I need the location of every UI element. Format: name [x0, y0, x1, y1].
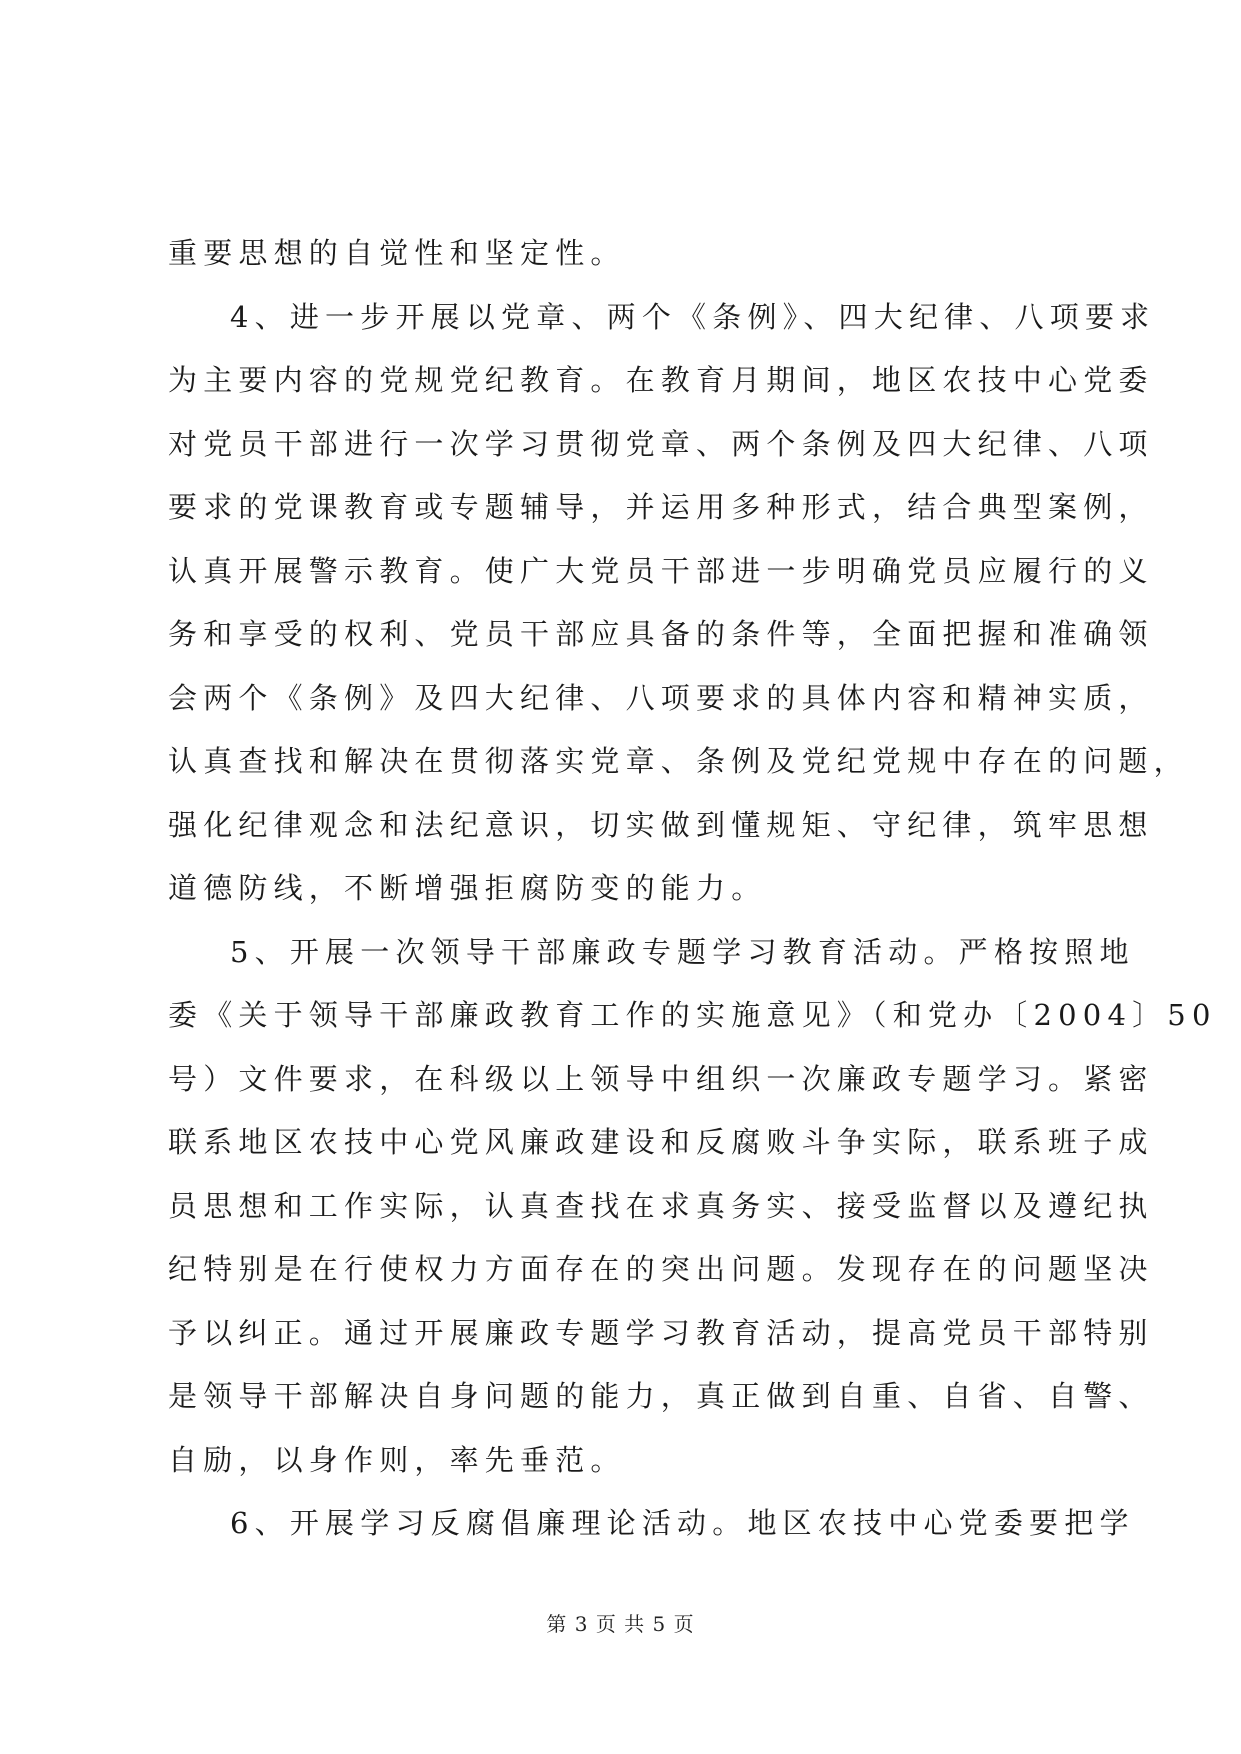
paragraph-6-start: 6、开展学习反腐倡廉理论活动。地区农技中心党委要把学: [230, 1506, 1135, 1540]
paragraph-4-start: 4、进一步开展以党章、两个《条例》、四大纪律、八项要求: [230, 299, 1156, 334]
text-line: 为主要内容的党规党纪教育。在教育月期间，地区农技中心党委: [168, 363, 1154, 397]
text-line: 纪特别是在行使权力方面存在的突出问题。发现存在的问题坚决: [168, 1252, 1154, 1286]
text-line: 要求的党课教育或专题辅导，并运用多种形式，结合典型案例，: [168, 490, 1154, 524]
text-line: 号）文件要求，在科级以上领导中组织一次廉政专题学习。紧密: [168, 1061, 1154, 1096]
document-body: [168, 222, 1217, 1556]
text-line: 自励，以身作则，率先垂范。: [168, 1442, 626, 1477]
text-line: 联系地区农技中心党风廉政建设和反腐败斗争实际，联系班子成: [168, 1125, 1154, 1159]
text-line: 予以纠正。通过开展廉政专题学习教育活动，提高党员干部特别: [168, 1315, 1154, 1350]
text-line: 员思想和工作实际，认真查找在求真务实、接受监督以及遵纪执: [168, 1188, 1154, 1223]
page-footer: 第 3 页 共 5 页: [546, 1612, 695, 1636]
paragraph-5-start: 5、开展一次领导干部廉政专题学习教育活动。严格按照地: [230, 934, 1135, 969]
text-line: 强化纪律观念和法纪意识，切实做到懂规矩、守纪律，筑牢思想: [168, 807, 1154, 842]
text-line: 务和享受的权利、党员干部应具备的条件等，全面把握和准确领: [168, 617, 1154, 651]
text-line: 委《关于领导干部廉政教育工作的实施意见》（和党办〔2004〕50: [168, 998, 1217, 1032]
text-line: 会两个《条例》及四大纪律、八项要求的具体内容和精神实质，: [168, 680, 1154, 715]
text-line: 认真查找和解决在贯彻落实党章、条例及党纪党规中存在的问题，: [168, 744, 1189, 778]
text-line: 对党员干部进行一次学习贯彻党章、两个条例及四大纪律、八项: [168, 426, 1154, 461]
text-line: 认真开展警示教育。使广大党员干部进一步明确党员应履行的义: [168, 553, 1154, 588]
text-line: 是领导干部解决自身问题的能力，真正做到自重、自省、自警、: [168, 1379, 1154, 1413]
text-line: 道德防线，不断增强拒腐防变的能力。: [168, 871, 767, 905]
text-line: 重要思想的自觉性和坚定性。: [168, 236, 626, 270]
